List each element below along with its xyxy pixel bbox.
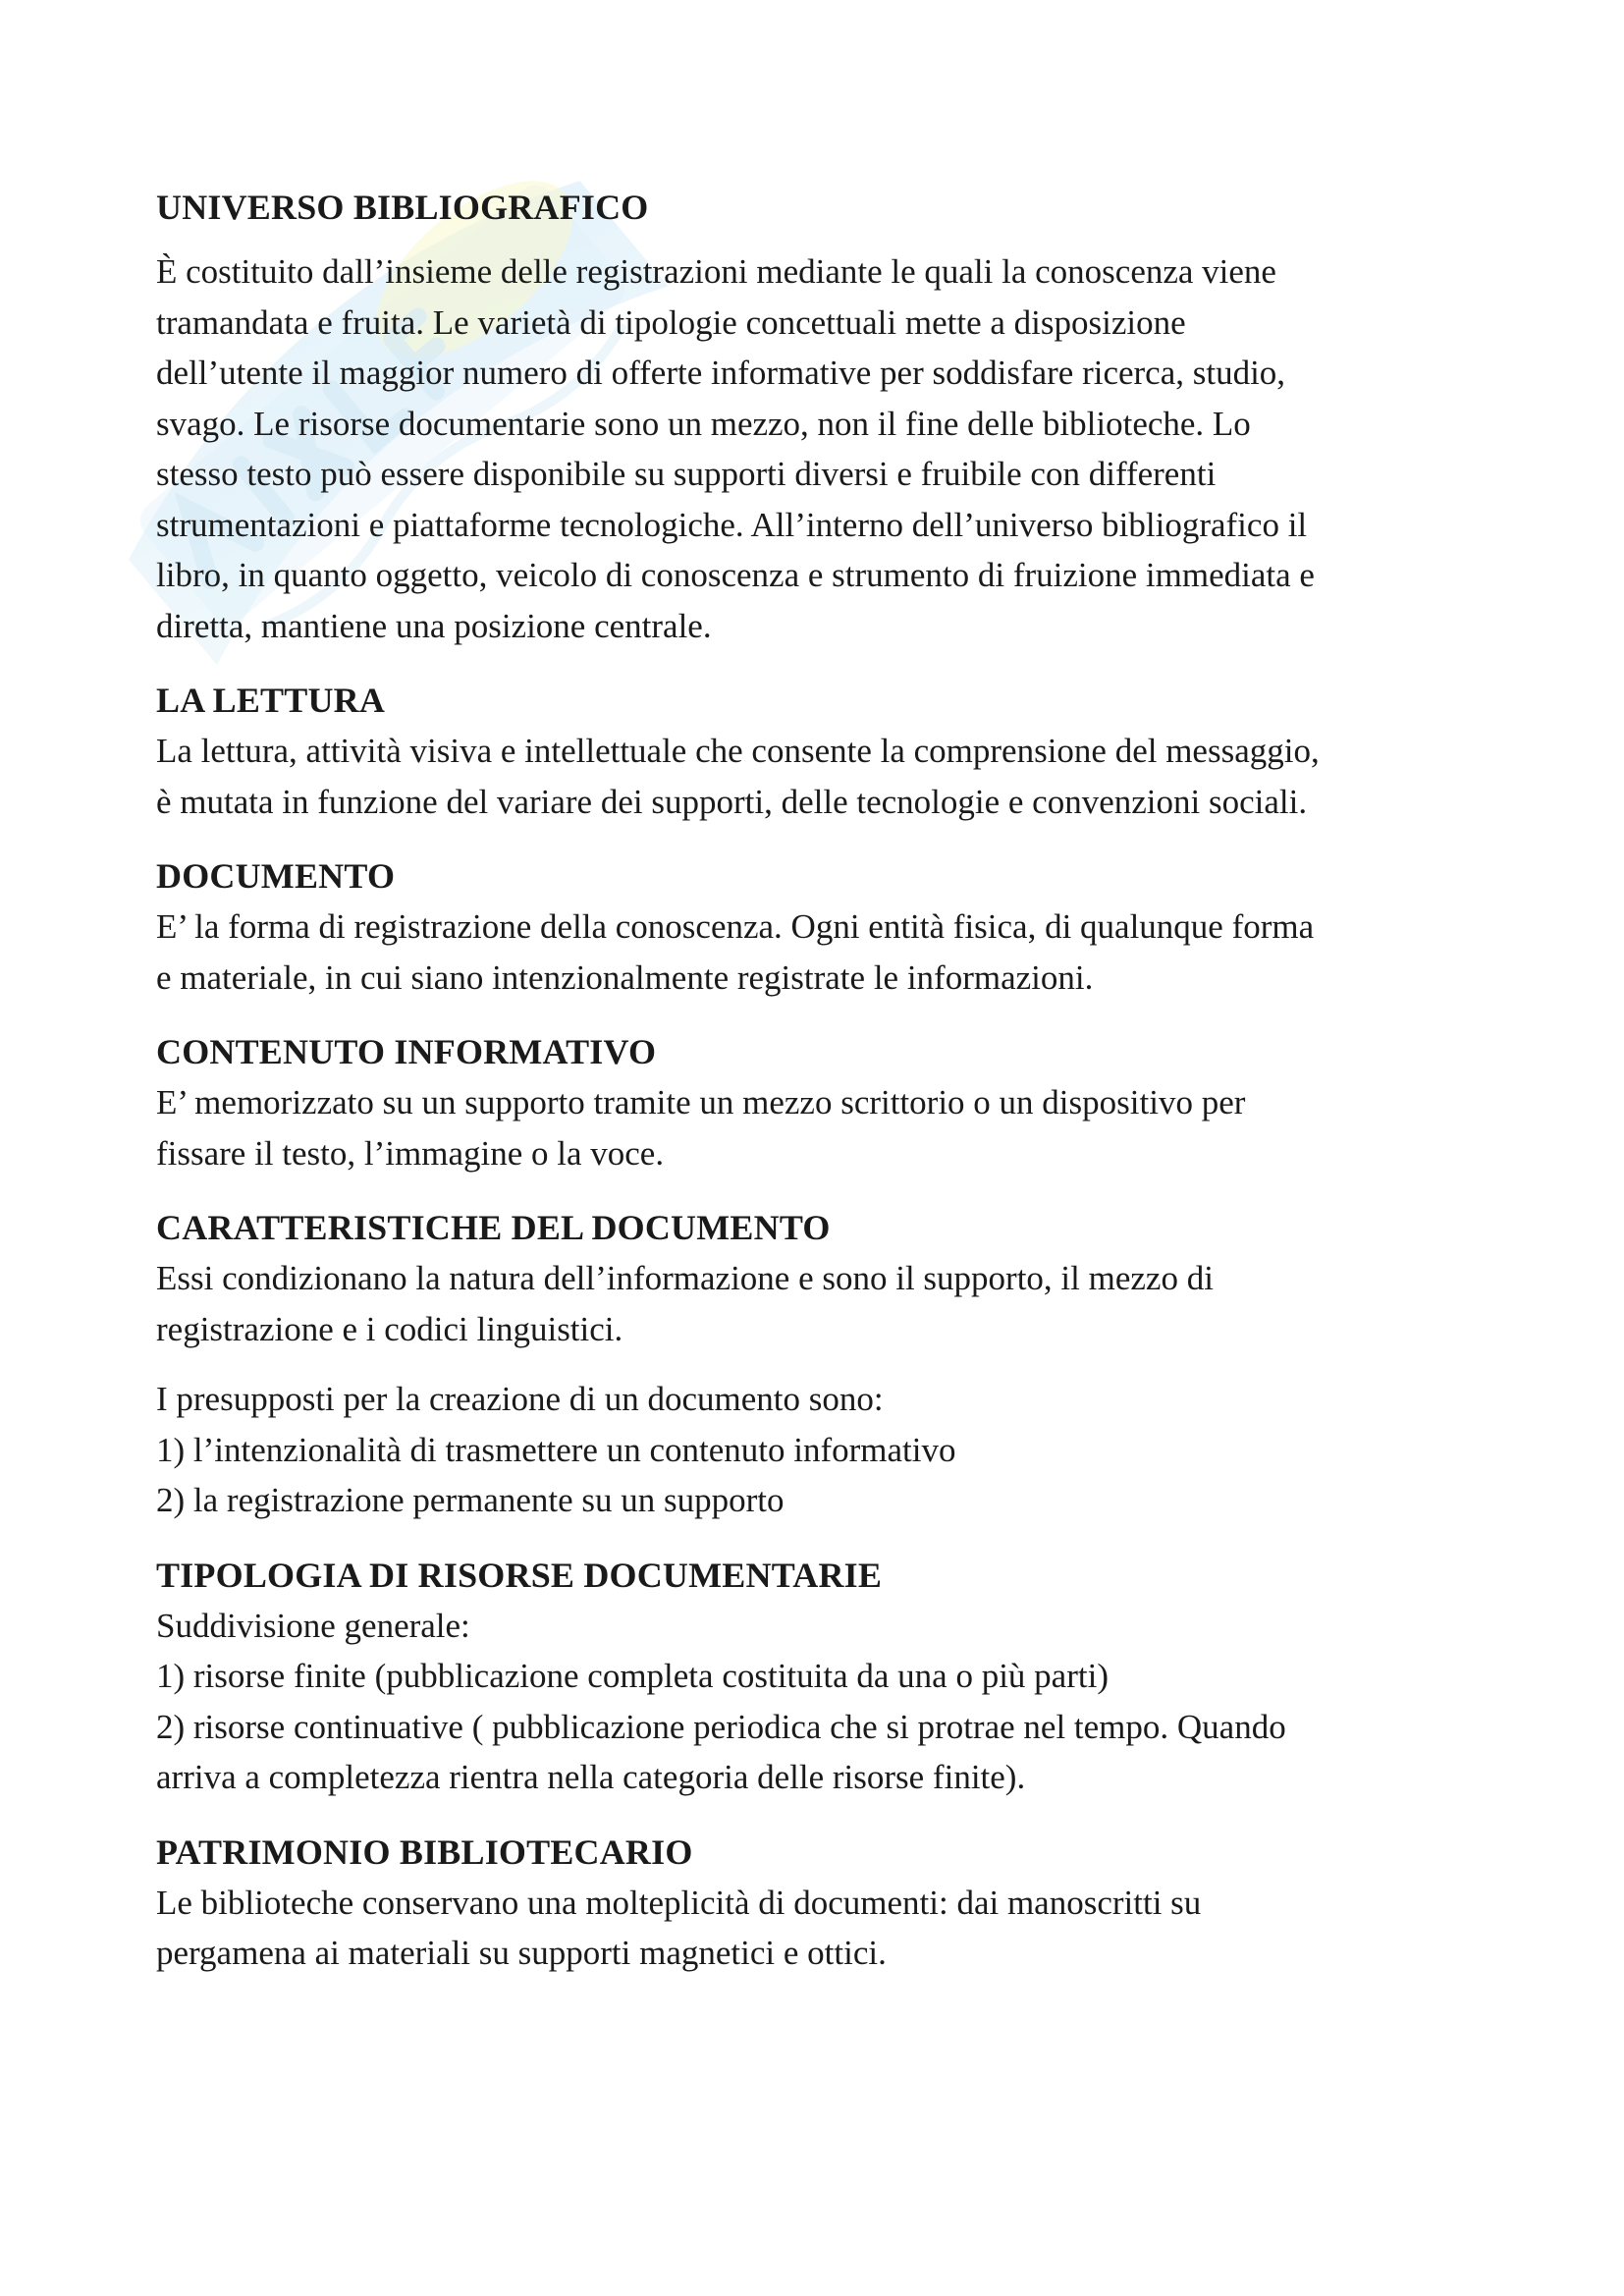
section-paragraph	[156, 1077, 1472, 1178]
paragraph-line: E’ la forma di registrazione della conoscenza. Ogni entità fisica, di qualunque forma	[156, 907, 1315, 946]
paragraph-line: svago. Le risorse documentarie sono un mezzo, non il fine delle biblioteche. Lo	[156, 404, 1251, 443]
section-heading: DOCUMENTO	[156, 856, 396, 896]
section-tipologia-di-risorse-documentarie	[156, 1550, 1472, 1803]
section-paragraph	[156, 902, 1472, 1003]
section-heading: UNIVERSO BIBLIOGRAFICO	[156, 188, 649, 227]
section-paragraph	[156, 246, 1472, 651]
paragraph-line: registrazione e i codici linguistici.	[156, 1309, 623, 1348]
section-paragraph	[156, 1253, 1472, 1354]
paragraph-line: libro, in quanto oggetto, veicolo di conoscenza e strumento di fruizione immediata e	[156, 556, 1315, 594]
paragraph-line: stesso testo può essere disponibile su supporti diversi e fruibile con differenti	[156, 455, 1217, 493]
list-item: 1) l’intenzionalità di trasmettere un contenuto informativo	[156, 1430, 956, 1469]
section-paragraph	[156, 726, 1472, 827]
section-heading: TIPOLOGIA DI RISORSE DOCUMENTARIE	[156, 1555, 883, 1595]
paragraph-line: arriva a completezza rientra nella categoria delle risorse finite).	[156, 1758, 1026, 1796]
section-documento	[156, 850, 1472, 1003]
section-caratteristiche-del-documento	[156, 1202, 1472, 1526]
paragraph-line: Essi condizionano la natura dell’informazione e sono il supporto, il mezzo di	[156, 1259, 1214, 1297]
paragraph-line: e materiale, in cui siano intenzionalmente registrate le informazioni.	[156, 957, 1094, 997]
paragraph-line: diretta, mantiene una posizione centrale.	[156, 606, 712, 645]
paragraph-line: Suddivisione generale:	[156, 1606, 470, 1645]
section-heading: PATRIMONIO BIBLIOTECARIO	[156, 1831, 693, 1872]
paragraph-line: strumentazioni e piattaforme tecnologiche. All’interno dell’universo bibliografico il	[156, 505, 1308, 544]
paragraph-line: è mutata in funzione del variare dei supporti, delle tecnologie e convenzioni sociali.	[156, 782, 1308, 821]
section-heading: CARATTERISTICHE DEL DOCUMENTO	[156, 1208, 831, 1247]
section-universo-bibliografico	[156, 182, 1472, 651]
section-heading: CONTENUTO INFORMATIVO	[156, 1032, 657, 1071]
paragraph-line: I presupposti per la creazione di un documento sono:	[156, 1380, 884, 1418]
list-item: 1) risorse finite (pubblicazione completa costituita da una o più parti)	[156, 1657, 1109, 1695]
section-la-lettura	[156, 675, 1472, 827]
paragraph-line: E’ memorizzato su un supporto tramite un mezzo scrittorio o un dispositivo per	[156, 1083, 1246, 1121]
list-item: 2) risorse continuative ( pubblicazione periodica che si protrae nel tempo. Quando	[156, 1707, 1286, 1746]
section-paragraph	[156, 1374, 1472, 1526]
section-paragraph	[156, 1878, 1472, 1979]
section-patrimonio-bibliotecario	[156, 1827, 1472, 1979]
paragraph-line: La lettura, attività visiva e intellettuale che consente la comprensione del messaggio,	[156, 732, 1320, 770]
document-page	[156, 182, 1472, 1979]
section-paragraph	[156, 1601, 1472, 1803]
section-contenuto-informativo	[156, 1026, 1472, 1178]
paragraph-line: fissare il testo, l’immagine o la voce.	[156, 1133, 665, 1173]
paragraph-line: pergamena ai materiali su supporti magnetici e ottici.	[156, 1934, 887, 1972]
list-item: 2) la registrazione permanente su un supporto	[156, 1481, 785, 1519]
paragraph-line: tramandata e fruita. Le varietà di tipologie concettuali mette a disposizione	[156, 302, 1186, 342]
section-heading: LA LETTURA	[156, 681, 386, 720]
paragraph-line: dell’utente il maggior numero di offerte informative per soddisfare ricerca, studio,	[156, 354, 1286, 392]
paragraph-line: Le biblioteche conservano una molteplicità di documenti: dai manoscritti su	[156, 1883, 1202, 1922]
paragraph-line: È costituito dall’insieme delle registrazioni mediante le quali la conoscenza viene	[156, 252, 1276, 291]
